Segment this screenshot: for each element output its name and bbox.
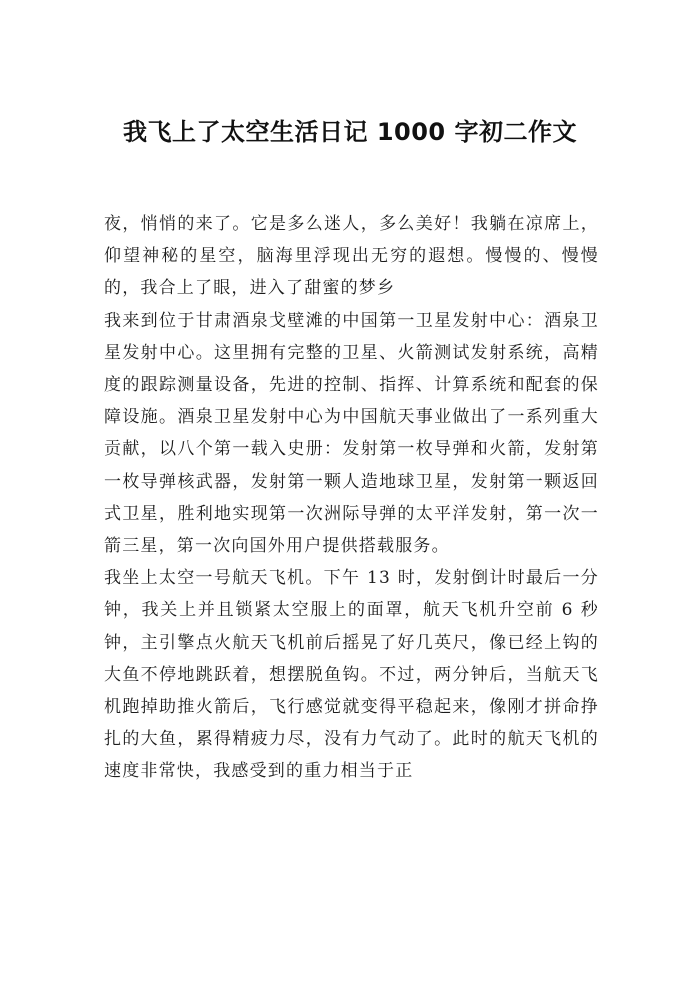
document-title: 我飞上了太空生活日记 1000 字初二作文 bbox=[122, 118, 577, 146]
paragraph-3: 我坐上太空一号航天飞机。下午 13 时，发射倒计时最后一分钟，我关上并且锁紧太空服上的面罩，航天飞机升空前 6 秒钟，主引擎点火航天飞机前后摇晃了好几英尺，像已经上钩的大鱼不停地跳跃着，想摆脱鱼钩。不过，两分钟后，当航天飞机跑掉助推火箭后，飞行感觉就变得平稳起来，像刚才拼命挣扎的大鱼，累得精疲力尽，没有力气动了。此时的航天飞机的速度非常快，我感受到的重力相当于正 bbox=[104, 568, 599, 782]
paragraph-2: 我来到位于甘肃酒泉戈壁滩的中国第一卫星发射中心：酒泉卫星发射中心。这里拥有完整的卫星、火箭测试发射系统，高精度的跟踪测量设备，先进的控制、指挥、计算系统和配套的保障设施。酒泉卫星发射中心为中国航天事业做出了一系列重大贡献，以八个第一载入史册：发射第一枚导弹和火箭，发射第一枚导弹核武器，发射第一颗人造地球卫星，发射第一颗返回式卫星，胜利地实现第一次洲际导弹的太平洋发射，第一次一箭三星，第一次向国外用户提供搭载服务。 bbox=[104, 310, 599, 557]
document-body bbox=[104, 208, 599, 788]
paragraph-1: 夜，悄悄的来了。它是多么迷人，多么美好！我躺在凉席上，仰望神秘的星空，脑海里浮现出无穷的遐想。慢慢的、慢慢的，我合上了眼，进入了甜蜜的梦乡 bbox=[104, 214, 599, 299]
